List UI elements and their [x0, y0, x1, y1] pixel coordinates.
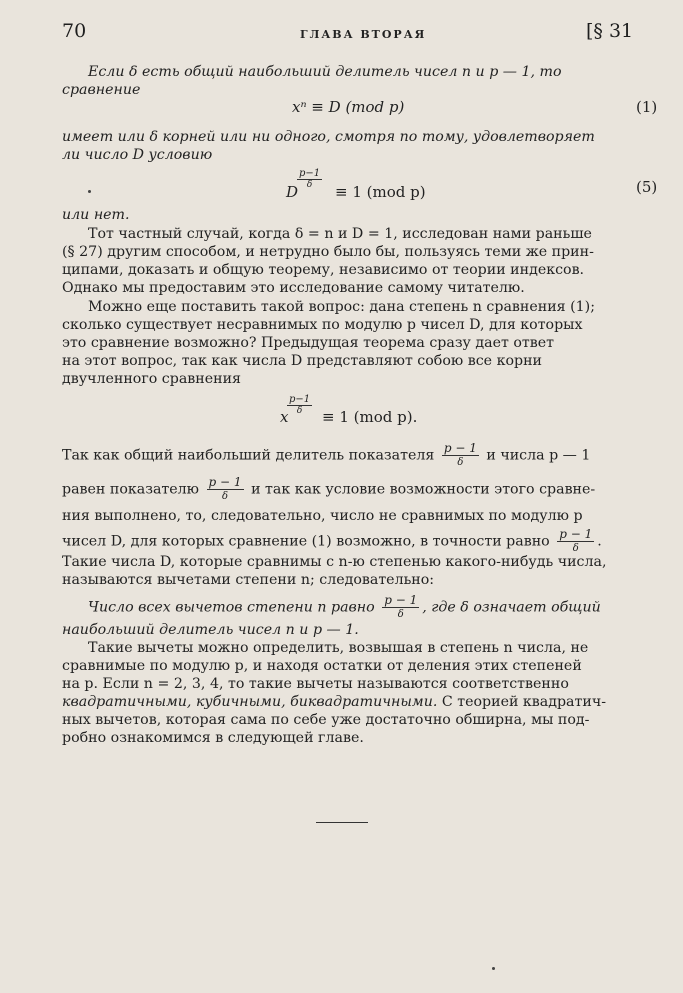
fraction-c-num: p − 1: [559, 527, 593, 541]
para2-line3: ципами, доказать и общую теорему, независимо от теории индексов.: [62, 262, 585, 278]
para5-line1: Такие вычеты можно определить, возвышая в степень n числа, не: [88, 640, 589, 656]
para4-line4: чисел D, для которых сравнение (1) возможно, в точности равно $\frac{p - 1}{\delta}$ .: [62, 527, 602, 554]
para3-line5: двучленного сравнения: [62, 371, 241, 387]
theorem1-line3: имеет или δ корней или ни одного, смотря по тому, удовлетворяет: [62, 129, 595, 145]
para5-line4: [62, 692, 606, 712]
binomial-eq-rest: ≡ 1 (mod p).: [322, 408, 418, 426]
para5-line4-b: С теорией квадратич-: [441, 694, 606, 710]
binomial-eq-exp-den: δ: [296, 406, 303, 416]
binomial-eq-exponent: [287, 394, 312, 417]
para3-line3: это сравнение возможно? Предыдущая теорема сразу дает ответ: [62, 335, 554, 351]
section-ref: [§ 31: [586, 20, 634, 42]
chapter-end-rule: [316, 822, 368, 823]
theorem1-line5: или нет.: [62, 207, 130, 223]
theorem2-line2: наибольший делитель чисел n и p — 1.: [62, 622, 359, 638]
para4-line1-a: Так как общий наибольший делитель показателя: [62, 447, 435, 464]
equation-5-exp-num: p−1: [299, 168, 321, 179]
theorem2-line1-a: Число всех вычетов степени n равно: [88, 599, 375, 616]
page-number: 70: [62, 20, 87, 42]
theorem1-line4: ли число D условию: [62, 147, 213, 163]
equation-5-number: (5): [636, 178, 658, 196]
theorem2-line1: [88, 594, 601, 621]
binomial-eq-base: x: [280, 408, 289, 426]
equation-5-exp-den: δ: [306, 180, 313, 190]
fraction-p1-delta-a: [442, 442, 479, 469]
equation-1: xⁿ ≡ D (mod p): [292, 98, 405, 116]
para5-line2: сравнимые по модулю p, и находя остатки от деления этих степеней: [62, 658, 582, 674]
para3-line4: на этот вопрос, так как числа D представляют собою все корни: [62, 353, 542, 369]
para2-line2: (§ 27) другим способом, и нетрудно было бы, пользуясь теми же прин-: [62, 244, 594, 260]
chapter-title: ГЛАВА ВТОРАЯ: [300, 28, 427, 41]
para4-line4-a: чисел D, для которых сравнение (1) возможно, в точности равно: [62, 533, 550, 550]
para4-line2-b: и так как условие возможности этого сравне-: [251, 481, 596, 498]
fraction-p1-delta-b: [207, 476, 244, 503]
theorem1-line1: Если δ есть общий наибольший делитель чисел n и p — 1, то: [88, 64, 562, 80]
para3-line1: Можно еще поставить такой вопрос: дана степень n сравнения (1);: [88, 299, 595, 315]
para4-line3: ния выполнено, то, следовательно, число не сравнимых по модулю p: [62, 508, 583, 524]
para2-line1: Тот частный случай, когда δ = n и D = 1, исследован нами раньше: [88, 226, 592, 242]
fraction-b-num: p − 1: [208, 475, 242, 489]
para4-line6: называются вычетами степени n; следовательно:: [62, 572, 435, 588]
para4-line1-b: и числа p — 1: [486, 447, 591, 464]
para4-line2: [62, 476, 595, 503]
fraction-c-den: δ: [572, 543, 579, 554]
para5-line4-italic: квадратичными, кубичными, биквадратичными.: [62, 694, 438, 710]
fraction-d-den: δ: [397, 609, 404, 620]
para4-line5: Такие числа D, которые сравнимы с n-ю степенью какого-нибудь числа,: [62, 554, 607, 570]
equation-5-rest: ≡ 1 (mod p): [335, 183, 426, 201]
theorem1-line2: сравнение: [62, 82, 141, 98]
para5-line3: на p. Если n = 2, 3, 4, то такие вычеты называются соответственно: [62, 676, 569, 692]
para4-line1: [62, 442, 590, 469]
para4-line2-a: равен показателю: [62, 481, 200, 498]
para5-line5: ных вычетов, которая сама по себе уже достаточно обширна, мы под-: [62, 712, 590, 728]
equation-5-base: D: [286, 183, 299, 201]
speck: [492, 967, 495, 970]
binomial-eq-exp-num: p−1: [289, 394, 311, 405]
equation-5-exponent: [297, 168, 322, 191]
fraction-p1-delta-c: [557, 528, 594, 555]
equation-1-number: (1): [636, 98, 658, 116]
para5-line6: робно ознакомимся в следующей главе.: [62, 730, 364, 746]
theorem2-line1-b: , где δ означает общий: [422, 599, 601, 616]
fraction-p1-delta-d: [382, 594, 419, 621]
para2-line4: Однако мы предоставим это исследование самому читателю.: [62, 280, 525, 296]
speck: [88, 190, 91, 193]
fraction-a-den: δ: [457, 457, 464, 468]
para3-line2: сколько существует несравнимых по модулю p чисел D, для которых: [62, 317, 583, 333]
fraction-d-num: p − 1: [384, 593, 418, 607]
fraction-b-den: δ: [222, 491, 229, 502]
fraction-a-num: p − 1: [443, 441, 477, 455]
